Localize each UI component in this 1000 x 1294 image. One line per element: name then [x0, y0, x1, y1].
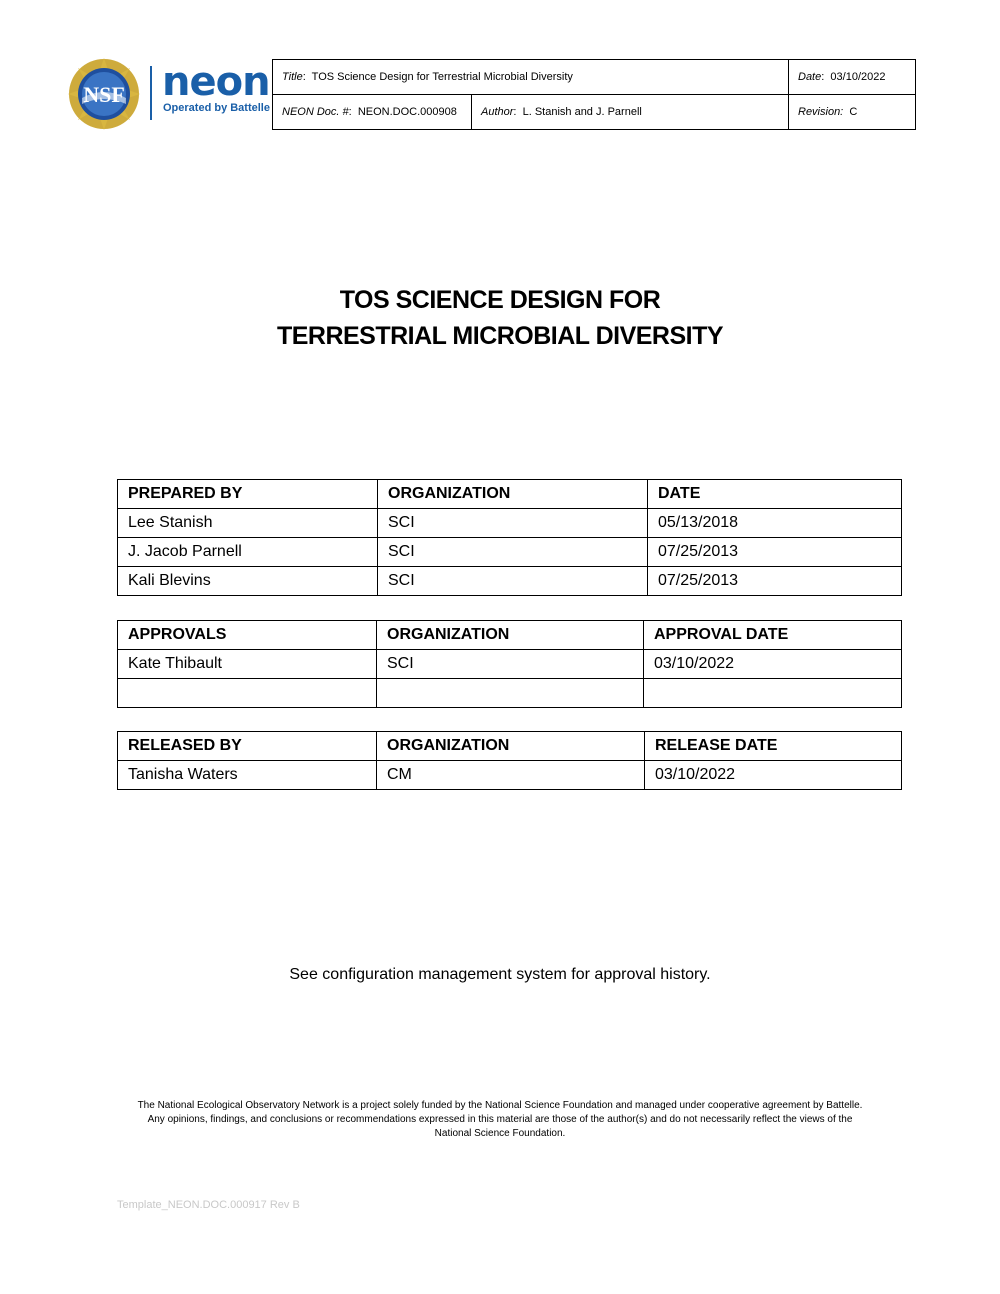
operated-by-text: Operated by Battelle: [163, 102, 270, 114]
date-cell: Date: 03/10/2022: [789, 60, 916, 95]
table-row: Kate Thibault SCI 03/10/2022: [118, 650, 902, 679]
neon-logo: [68, 58, 268, 130]
footer-line-3: National Science Foundation.: [434, 1128, 566, 1139]
prepared-header-date: DATE: [648, 480, 902, 509]
author-value: L. Stanish and J. Parnell: [522, 106, 642, 118]
doc-number-value: NEON.DOC.000908: [357, 106, 457, 118]
config-note: See configuration management system for approval history.: [289, 966, 711, 983]
released-header-org: ORGANIZATION: [377, 732, 645, 761]
date-value: 03/10/2022: [830, 71, 886, 83]
document-header-table: [272, 59, 916, 130]
revision-cell: Revision: C: [789, 95, 916, 130]
nsf-seal-icon: [68, 58, 140, 130]
prepared-header-name: PREPARED BY: [118, 480, 378, 509]
title-cell: Title: TOS Science Design for Terrestrial Microbial Diversity: [273, 60, 789, 95]
table-row: Lee Stanish SCI 05/13/2018: [118, 509, 902, 538]
table-row: J. Jacob Parnell SCI 07/25/2013: [118, 538, 902, 567]
title-line-1: TOS SCIENCE DESIGN FOR: [339, 286, 661, 314]
title-value: TOS Science Design for Terrestrial Microbial Diversity: [311, 71, 573, 83]
prepared-by-table: [117, 479, 902, 596]
footer-line-1: The National Ecological Observatory Network is a project solely funded by the National Science Foundation and managed under cooperative agreement by Battelle.: [137, 1100, 863, 1111]
released-header-name: RELEASED BY: [118, 732, 377, 761]
table-row: Tanisha Waters CM 03/10/2022: [118, 761, 902, 790]
approvals-table: [117, 620, 902, 708]
doc-number-cell: NEON Doc. #: NEON.DOC.000908: [273, 95, 472, 130]
prepared-header-org: ORGANIZATION: [378, 480, 648, 509]
document-title: [0, 282, 1000, 354]
table-row: Kali Blevins SCI 07/25/2013: [118, 567, 902, 596]
released-by-table: [117, 731, 902, 790]
approvals-header-org: ORGANIZATION: [377, 621, 644, 650]
table-row: [118, 679, 902, 708]
revision-value: C: [849, 106, 858, 118]
footer-line-2: Any opinions, findings, and conclusions or recommendations expressed in this material are those of the author(s) and do not necessarily reflect the views of the: [147, 1114, 853, 1125]
template-id: Template_NEON.DOC.000917 Rev B: [117, 1199, 300, 1211]
nsf-text: NSF: [83, 82, 125, 107]
logo-divider: [150, 66, 152, 120]
approvals-header-name: APPROVALS: [118, 621, 377, 650]
neon-wordmark: neon: [162, 59, 270, 105]
author-cell: Author: L. Stanish and J. Parnell: [472, 95, 789, 130]
approvals-header-date: APPROVAL DATE: [644, 621, 902, 650]
funding-footer: [100, 1099, 900, 1141]
title-line-2: TERRESTRIAL MICROBIAL DIVERSITY: [276, 322, 724, 350]
released-header-date: RELEASE DATE: [645, 732, 902, 761]
